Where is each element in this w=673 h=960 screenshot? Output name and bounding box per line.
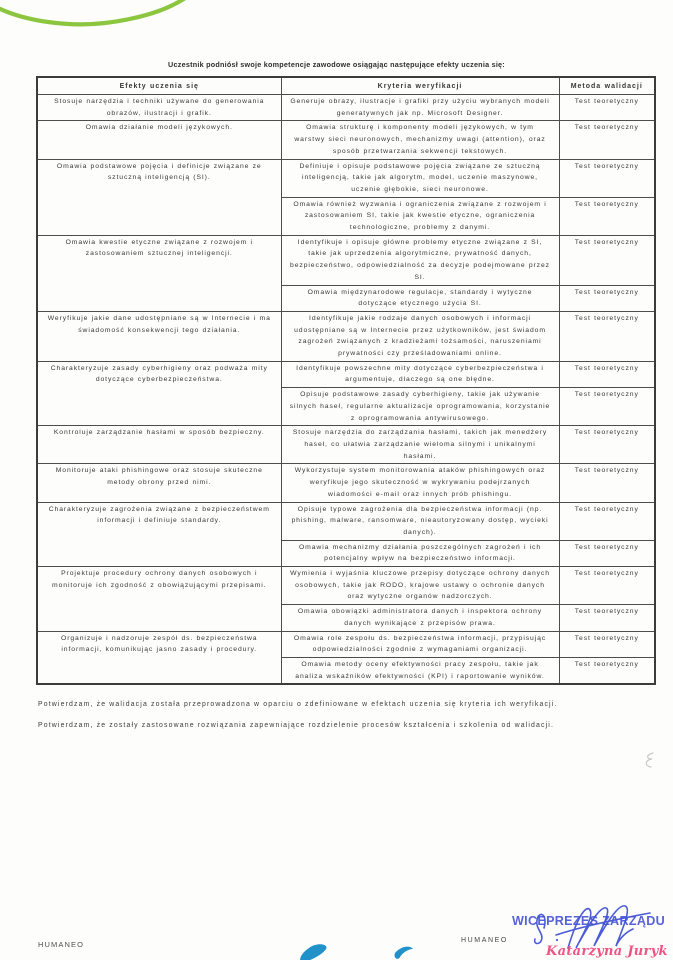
table-row — [37, 464, 655, 502]
method-cell: Test teoretyczny — [559, 567, 655, 605]
table-row — [37, 235, 655, 285]
table-row — [37, 311, 655, 361]
criterion-cell: Identyfikuje i opisuje główne problemy etyczne związane z SI, takie jak uprzedzenia algorytmiczne, prywatność danych, bezpieczeństwo, odpowiedzialność za decyzje podejmowane przez SI. — [281, 235, 559, 285]
criterion-cell: Omawia również wyzwania i ograniczenia związane z rozwojem i zastosowaniem SI, takie jak kwestie etyczne, ograniczenia technologiczne, problemy z danymi. — [281, 197, 559, 235]
method-cell: Test teoretyczny — [559, 95, 655, 121]
criterion-cell: Omawia międzynarodowe regulacje, standardy i wytyczne dotyczące etycznego użycia SI. — [281, 285, 559, 311]
method-cell: Test teoretyczny — [559, 121, 655, 159]
criterion-cell: Identyfikuje jakie rodzaje danych osobowych i informacji udostępniane są w Internecie przez użytkowników, jest świadom zagrożeń związanych z kradzieżami tożsamości, naruszeniami prywatności czy prześladowaniami online. — [281, 311, 559, 361]
footer-org-label: HUMANEO — [38, 940, 85, 949]
method-cell: Test teoretyczny — [559, 631, 655, 657]
criterion-cell: Identyfikuje powszechne mity dotyczące cyberbezpieczeństwa i argumentuje, dlaczego są one błędne. — [281, 361, 559, 387]
table-row — [37, 426, 655, 464]
outcome-cell: Omawia kwestie etyczne związane z rozwojem i zastosowaniem sztucznej inteligencji. — [37, 235, 281, 311]
method-cell: Test teoretyczny — [559, 361, 655, 387]
table-header — [37, 77, 655, 95]
method-cell: Test teoretyczny — [559, 159, 655, 197]
blue-logo-icon — [293, 938, 443, 960]
method-cell: Test teoretyczny — [559, 464, 655, 502]
page-title: Uczestnik podniósł swoje kompetencje zawodowe osiągając następujące efekty uczenia się: — [168, 60, 505, 69]
criterion-cell: Stosuje narzędzia do zarządzania hasłami, takich jak menedżery haseł, co ułatwia zarządzanie wieloma silnymi i unikalnymi hasłami. — [281, 426, 559, 464]
outcome-cell: Charakteryzuje zagrożenia związane z bezpieczeństwem informacji i definiuje standardy. — [37, 502, 281, 567]
method-cell: Test teoretyczny — [559, 540, 655, 566]
outcome-cell: Projektuje procedury ochrony danych osobowych i monitoruje ich zgodność z obowiązującymi przepisami. — [37, 567, 281, 632]
statement-separation: Potwierdzam, że zostały zastosowane rozwiązania zapewniające rozdzielenie procesów kształcenia i szkolenia od walidacji. — [38, 721, 555, 729]
table-body — [37, 95, 655, 685]
criterion-cell: Wykorzystuje system monitorowania ataków phishingowych oraz weryfikuje jego skuteczność w wykrywaniu podejrzanych wiadomości e-mail oraz innych prób phishingu. — [281, 464, 559, 502]
outcome-cell: Charakteryzuje zasady cyberhigieny oraz podważa mity dotyczące cyberbezpieczeństwa. — [37, 361, 281, 426]
outcome-cell: Kontroluje zarządzanie hasłami w sposób bezpieczny. — [37, 426, 281, 464]
table-row — [37, 631, 655, 657]
method-cell: Test teoretyczny — [559, 197, 655, 235]
signatory-name: Katarzyna Juryk — [546, 944, 668, 959]
table-row — [37, 121, 655, 159]
column-header: Metoda walidacji — [559, 77, 655, 95]
table-row — [37, 567, 655, 605]
green-swoosh-icon — [0, 0, 230, 48]
outcome-cell: Stosuje narzędzia i techniki używane do generowania obrazów, ilustracji i grafik. — [37, 95, 281, 121]
outcome-cell: Omawia działanie modeli językowych. — [37, 121, 281, 159]
outcome-cell: Weryfikuje jakie dane udostępniane są w Internecie i ma świadomość konsekwencji tego działania. — [37, 311, 281, 361]
outcome-cell: Omawia podstawowe pojęcia i definicje związane ze sztuczną inteligencją (SI). — [37, 159, 281, 235]
table-row — [37, 159, 655, 197]
outcome-cell: Monitoruje ataki phishingowe oraz stosuje skuteczne metody obrony przed nimi. — [37, 464, 281, 502]
outcomes-table — [36, 76, 656, 685]
criterion-cell: Omawia mechanizmy działania poszczególnych zagrożeń i ich potencjalny wpływ na bezpieczeństwo informacji. — [281, 540, 559, 566]
criterion-cell: Definiuje i opisuje podstawowe pojęcia związane ze sztuczną inteligencją, takie jak algorytm, model, uczenie maszynowe, uczenie głębokie, sieci neuronowe. — [281, 159, 559, 197]
method-cell: Test teoretyczny — [559, 311, 655, 361]
method-cell: Test teoretyczny — [559, 285, 655, 311]
table-row — [37, 95, 655, 121]
criterion-cell: Wymienia i wyjaśnia kluczowe przepisy dotyczące ochrony danych osobowych, takie jak RODO, krajowe ustawy o ochronie danych oraz wytyczne organów nadzorczych. — [281, 567, 559, 605]
criterion-cell: Omawia role zespołu ds. bezpieczeństwa informacji, przypisując odpowiedzialności zgodnie z wymaganiami organizacji. — [281, 631, 559, 657]
method-cell: Test teoretyczny — [559, 657, 655, 684]
table-row — [37, 502, 655, 540]
table-row — [37, 361, 655, 387]
confirmation-statements — [38, 700, 657, 730]
method-cell: Test teoretyczny — [559, 502, 655, 540]
criterion-cell: Opisuje podstawowe zasady cyberhigieny, takie jak używanie silnych haseł, regularne aktualizacje oprogramowania, korzystanie z oprogramowania antywirusowego. — [281, 388, 559, 426]
stray-mark — [642, 750, 660, 772]
method-cell: Test teoretyczny — [559, 235, 655, 285]
org-label: HUMANEO — [461, 937, 508, 944]
criterion-cell: Opisuje typowe zagrożenia dla bezpieczeństwa informacji (np. phishing, malware, ransomware, nieautoryzowany dostęp, wycieki danych). — [281, 502, 559, 540]
stamp-role-text: WICEPREZES ZARZĄDU — [512, 914, 666, 928]
statement-validation: Potwierdzam, że walidacja została przeprowadzona w oparciu o zdefiniowane w efektach uczenia się kryteria ich weryfikacji. — [38, 701, 558, 709]
outcome-cell: Organizuje i nadzoruje zespół ds. bezpieczeństwa informacji, komunikując jasno zasady i procedury. — [37, 631, 281, 684]
criterion-cell: Omawia metody oceny efektywności pracy zespołu, takie jak analiza wskaźników efektywności (KPI) i raportowanie wyników. — [281, 657, 559, 684]
column-header: Efekty uczenia się — [37, 77, 281, 95]
criterion-cell: Generuje obrazy, ilustracje i grafiki przy użyciu wybranych modeli generatywnych jak np. Microsoft Designer. — [281, 95, 559, 121]
criterion-cell: Omawia strukturę i komponenty modeli językowych, w tym warstwy sieci neuronowych, mechanizmy uwagi (attention), oraz sposób przetwarzania sekwencji tekstowych. — [281, 121, 559, 159]
criterion-cell: Omawia obowiązki administratora danych i inspektora ochrony danych wynikające z przepisów prawa. — [281, 605, 559, 631]
method-cell: Test teoretyczny — [559, 605, 655, 631]
header-row — [37, 77, 655, 95]
column-header: Kryteria weryfikacji — [281, 77, 559, 95]
method-cell: Test teoretyczny — [559, 426, 655, 464]
method-cell: Test teoretyczny — [559, 388, 655, 426]
